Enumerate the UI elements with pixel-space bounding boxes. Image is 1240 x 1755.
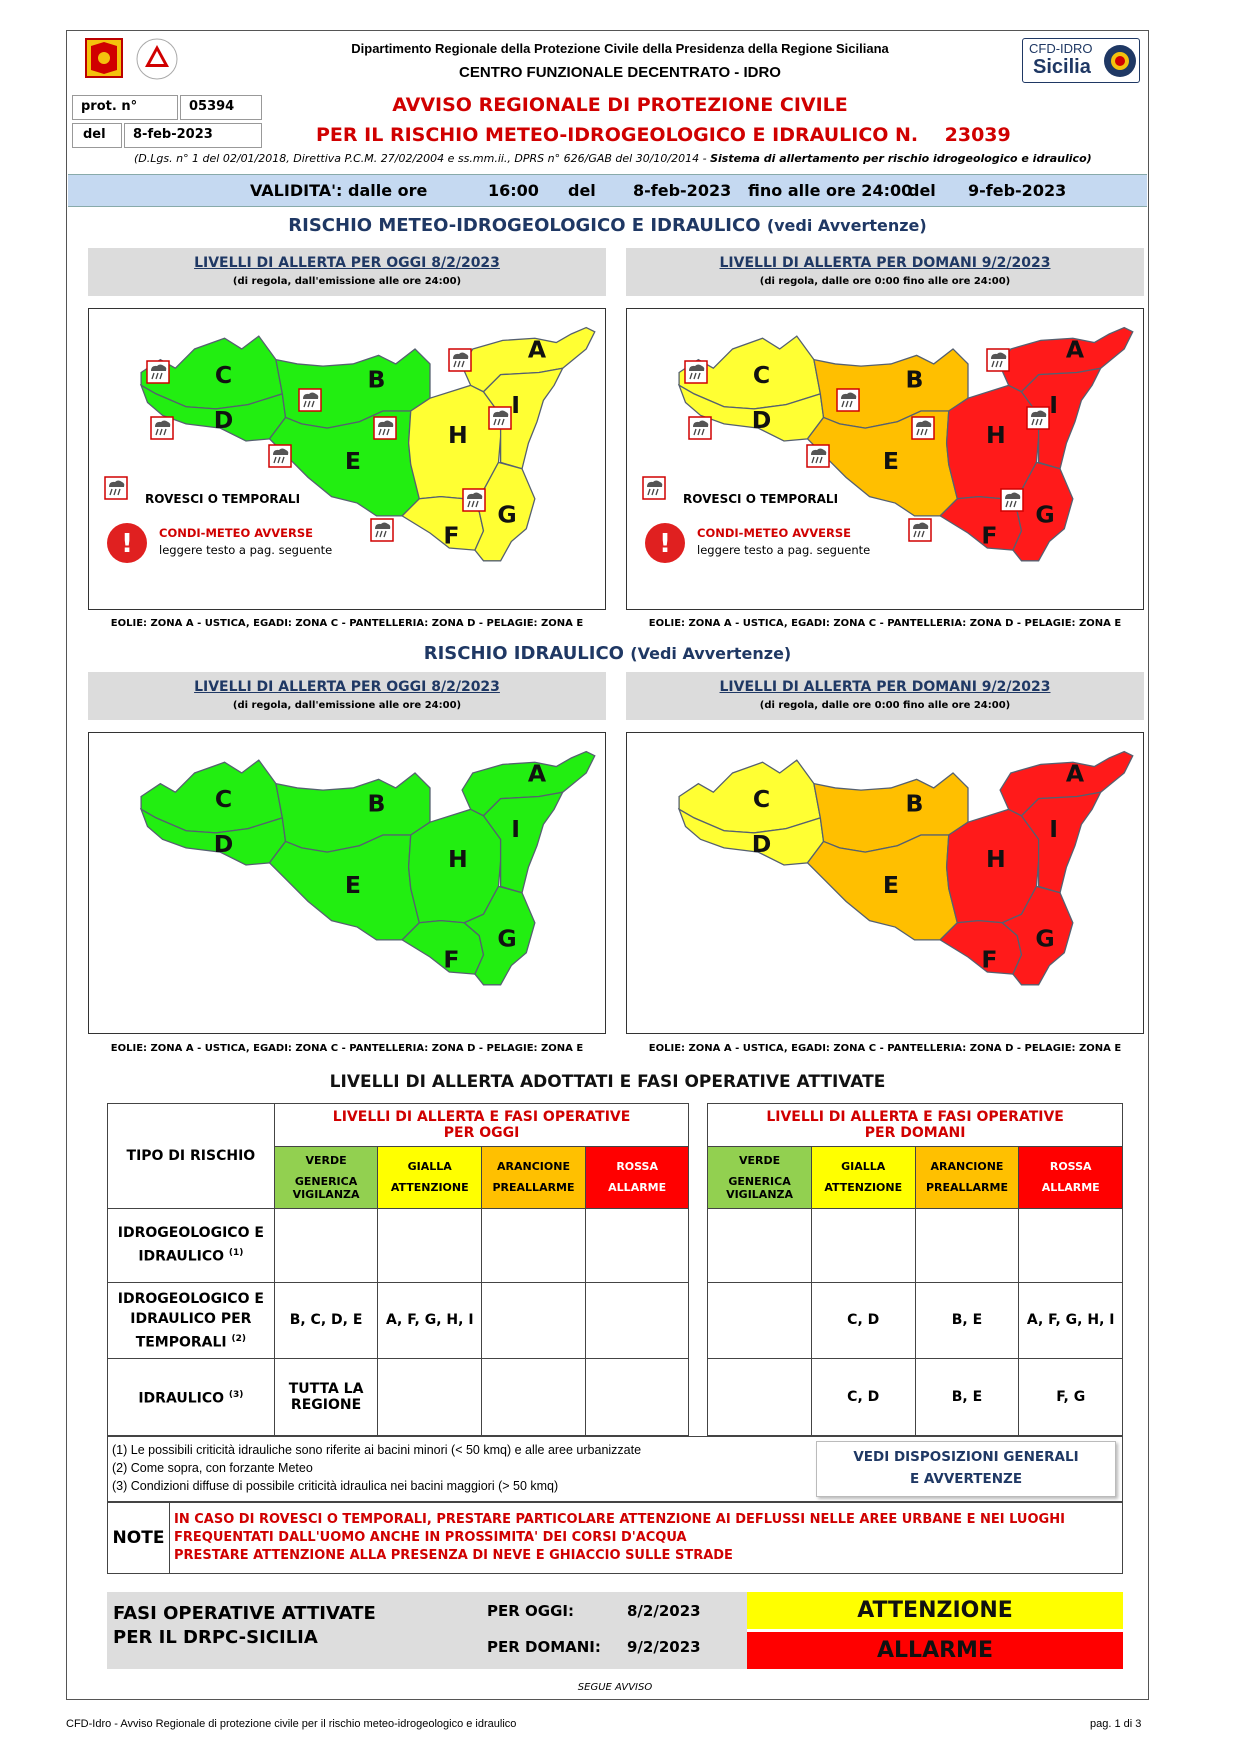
zone-label-i: I	[1049, 815, 1058, 844]
zone-label-g: G	[497, 500, 517, 529]
storm-icon	[1027, 407, 1049, 429]
storm-icon	[147, 361, 169, 383]
del-label: del	[83, 127, 106, 142]
islands-note: EOLIE: ZONA A - USTICA, EGADI: ZONA C - PANTELLERIA: ZONA D - PELAGIE: ZONA E	[110, 1043, 584, 1054]
legend-rovesci: ROVESCI O TEMPORALI	[683, 492, 839, 506]
fasi-domani-date: 9/2/2023	[627, 1638, 701, 1656]
domani-cell	[708, 1282, 812, 1358]
idro-domani-map	[626, 732, 1144, 1034]
oggi-cell	[585, 1208, 689, 1282]
legend-condi: CONDI-METEO AVVERSE	[159, 526, 313, 540]
storm-icon	[987, 349, 1009, 371]
zone-label-f: F	[443, 945, 460, 974]
footnotes-box	[107, 1436, 1123, 1502]
islands-note: EOLIE: ZONA A - USTICA, EGADI: ZONA C - PANTELLERIA: ZONA D - PELAGIE: ZONA E	[110, 618, 584, 629]
legend-rovesci: ROVESCI O TEMPORALI	[145, 492, 301, 506]
domani-cell	[708, 1208, 812, 1282]
zone-label-f: F	[443, 521, 460, 550]
oggi-level-col: GIALLA ATTENZIONE	[378, 1147, 482, 1209]
islands-note: EOLIE: ZONA A - USTICA, EGADI: ZONA C - PANTELLERIA: ZONA D - PELAGIE: ZONA E	[648, 618, 1122, 629]
storm-icon	[374, 417, 396, 439]
levels-table	[107, 1103, 1123, 1436]
oggi-cell	[482, 1358, 586, 1435]
legend-leggere: leggere testo a pag. seguente	[159, 543, 333, 557]
zone-label-i: I	[511, 391, 520, 420]
storm-icon	[299, 389, 321, 411]
risk-type-label: IDRAULICO $^{(3)}$	[108, 1358, 275, 1435]
meteo-oggi-map	[88, 308, 606, 610]
fasi-box	[107, 1592, 747, 1669]
fasi-domani-label: PER DOMANI:	[487, 1638, 601, 1656]
zone-label-i: I	[511, 815, 520, 844]
domani-cell: F, G	[1019, 1358, 1123, 1435]
storm-icon	[371, 519, 393, 541]
dept-title: Dipartimento Regionale della Protezione Civile della Presidenza della Regione Siciliana	[351, 41, 889, 56]
zone-label-h: H	[985, 845, 1006, 874]
zone-label-e: E	[882, 446, 899, 475]
idro-oggi-header: LIVELLI DI ALLERTA PER OGGI 8/2/2023 (di regola, dall'emissione alle ore 24:00)	[88, 672, 606, 720]
note-line-3: PRESTARE ATTENZIONE ALLA PRESENZA DI NEVE E GHIACCIO SULLE STRADE	[174, 1548, 733, 1563]
oggi-cell	[378, 1208, 482, 1282]
zone-label-g: G	[497, 924, 517, 953]
storm-icon	[685, 361, 707, 383]
prot-label: prot. n°	[81, 99, 138, 114]
zone-label-h: H	[447, 421, 468, 450]
fasi-oggi-label: PER OGGI:	[487, 1602, 574, 1620]
storm-icon	[489, 407, 511, 429]
domani-cell	[811, 1208, 915, 1282]
domani-cell: A, F, G, H, I	[1019, 1282, 1123, 1358]
oggi-cell: B, C, D, E	[274, 1282, 378, 1358]
storm-icon	[909, 519, 931, 541]
domani-level-col: GIALLA ATTENZIONE	[811, 1147, 915, 1209]
note-line-2: FREQUENTATI DALL'UOMO ANCHE IN PROSSIMITA' DEI CORSI D'ACQUA	[174, 1530, 687, 1545]
segue-avviso: SEGUE AVVISO	[577, 1682, 653, 1693]
oggi-levels-header: LIVELLI DI ALLERTA E FASI OPERATIVE PER OGGI	[274, 1104, 689, 1147]
zone-label-a: A	[527, 335, 547, 364]
meteo-domani-map	[626, 308, 1144, 610]
oggi-cell: TUTTA LA REGIONE	[274, 1358, 378, 1435]
footnote-2: (2) Come sopra, con forzante Meteo	[112, 1461, 313, 1475]
zone-label-e: E	[344, 446, 361, 475]
cfd-idro-logo: CFD-IDRO Sicilia	[1022, 38, 1140, 83]
domani-cell	[1019, 1208, 1123, 1282]
zone-label-c: C	[752, 785, 771, 814]
domani-cell	[915, 1208, 1019, 1282]
zone-label-g: G	[1035, 924, 1055, 953]
zone-label-d: D	[751, 406, 772, 435]
domani-cell: B, E	[915, 1358, 1019, 1435]
storm-icon	[269, 445, 291, 467]
domani-level-col: ARANCIONE PREALLARME	[915, 1147, 1019, 1209]
zone-label-g: G	[1035, 500, 1055, 529]
zone-label-b: B	[367, 789, 386, 818]
zone-label-c: C	[214, 361, 233, 390]
zone-label-a: A	[1065, 759, 1085, 788]
risk-type-label: IDROGEOLOGICO E IDRAULICO $^{(1)}$	[108, 1208, 275, 1282]
zone-label-b: B	[905, 789, 924, 818]
note-line-1: IN CASO DI ROVESCI O TEMPORALI, PRESTARE PARTICOLARE ATTENZIONE AI DEFLUSSI NELLE AREE URBANE E NEI LUOGHI	[174, 1512, 1065, 1527]
zone-label-d: D	[213, 406, 234, 435]
storm-icon	[463, 489, 485, 511]
fasi-oggi-date: 8/2/2023	[627, 1602, 701, 1620]
validita-bar: VALIDITA': dalle ore 16:00 del 8-feb-2023 fino alle ore 24:00 del 9-feb-2023	[68, 174, 1147, 207]
fasi-label-2: PER IL DRPC-SICILIA	[113, 1627, 318, 1648]
oggi-cell	[585, 1358, 689, 1435]
zone-label-c: C	[752, 361, 771, 390]
levels-title: LIVELLI DI ALLERTA ADOTTATI E FASI OPERATIVE ATTIVATE	[329, 1072, 886, 1092]
domani-cell: C, D	[811, 1358, 915, 1435]
zone-label-b: B	[905, 365, 924, 394]
storm-icon	[105, 477, 127, 499]
footnote-1: (1) Le possibili criticità idrauliche sono riferite ai bacini minori (< 50 kmq) e alle aree urbanizzate	[112, 1443, 642, 1457]
storm-icon	[837, 389, 859, 411]
note-label: NOTE	[108, 1503, 170, 1573]
zone-label-d: D	[213, 830, 234, 859]
warning-icon	[645, 523, 685, 563]
storm-icon	[1001, 489, 1023, 511]
footer-page: pag. 1 di 3	[1090, 1718, 1142, 1730]
storm-icon	[643, 477, 665, 499]
fasi-domani-value: ALLARME	[747, 1632, 1123, 1669]
oggi-level-col: VERDE GENERICA VIGILANZA	[274, 1147, 378, 1209]
oggi-cell	[482, 1282, 586, 1358]
risk-type-label: IDROGEOLOGICO E IDRAULICO PER TEMPORALI $^{(2)}$	[108, 1282, 275, 1358]
zone-label-b: B	[367, 365, 386, 394]
zone-label-f: F	[981, 945, 998, 974]
svg-text:!: !	[121, 529, 133, 559]
idro-domani-header: LIVELLI DI ALLERTA PER DOMANI 9/2/2023 (di regola, dalle ore 0:00 fino alle ore 24:00)	[626, 672, 1144, 720]
legend-condi: CONDI-METEO AVVERSE	[697, 526, 851, 540]
zone-label-e: E	[344, 870, 361, 899]
centro-title: CENTRO FUNZIONALE DECENTRATO - IDRO	[459, 64, 781, 81]
meteo-domani-header: LIVELLI DI ALLERTA PER DOMANI 9/2/2023 (di regola, dalle ore 0:00 fino alle ore 24:00)	[626, 248, 1144, 296]
note-box	[107, 1502, 1123, 1574]
storm-icon	[449, 349, 471, 371]
zone-label-h: H	[985, 421, 1006, 450]
idro-oggi-map	[88, 732, 606, 1034]
del-date: 8-feb-2023	[133, 127, 213, 142]
tipo-rischio-header: TIPO DI RISCHIO	[108, 1104, 275, 1209]
oggi-cell: A, F, G, H, I	[378, 1282, 482, 1358]
regione-sicilia-logo	[85, 38, 123, 78]
fasi-label-1: FASI OPERATIVE ATTIVATE	[113, 1603, 376, 1624]
footer-left: CFD-Idro - Avviso Regionale di protezione civile per il rischio meteo-idrogeologico e idraulico	[66, 1718, 517, 1730]
domani-level-col: ROSSA ALLARME	[1019, 1147, 1123, 1209]
oggi-cell	[482, 1208, 586, 1282]
zone-label-c: C	[214, 785, 233, 814]
islands-note: EOLIE: ZONA A - USTICA, EGADI: ZONA C - PANTELLERIA: ZONA D - PELAGIE: ZONA E	[648, 1043, 1122, 1054]
domani-cell	[708, 1358, 812, 1435]
legend-leggere: leggere testo a pag. seguente	[697, 543, 871, 557]
zone-label-e: E	[882, 870, 899, 899]
oggi-level-col: ROSSA ALLARME	[585, 1147, 689, 1209]
avviso-title-1: AVVISO REGIONALE DI PROTEZIONE CIVILE	[392, 94, 848, 116]
avviso-title-2: PER IL RISCHIO METEO-IDROGEOLOGICO E IDRAULICO N. 23039	[316, 124, 1011, 146]
storm-icon	[689, 417, 711, 439]
meteo-oggi-header: LIVELLI DI ALLERTA PER OGGI 8/2/2023 (di regola, dall'emissione alle ore 24:00)	[88, 248, 606, 296]
zone-label-d: D	[751, 830, 772, 859]
svg-text:!: !	[659, 529, 671, 559]
footnote-3: (3) Condizioni diffuse di possibile criticità idraulica nei bacini maggiori (> 50 kmq)	[112, 1479, 559, 1493]
oggi-cell	[378, 1358, 482, 1435]
domani-cell: B, E	[915, 1282, 1019, 1358]
zone-label-a: A	[1065, 335, 1085, 364]
storm-icon	[151, 417, 173, 439]
oggi-level-col: ARANCIONE PREALLARME	[482, 1147, 586, 1209]
zone-label-a: A	[527, 759, 547, 788]
domani-level-col: VERDE GENERICA VIGILANZA	[708, 1147, 812, 1209]
domani-cell: C, D	[811, 1282, 915, 1358]
warning-icon	[107, 523, 147, 563]
storm-icon	[912, 417, 934, 439]
zone-label-f: F	[981, 521, 998, 550]
oggi-cell	[274, 1208, 378, 1282]
zone-label-i: I	[1049, 391, 1058, 420]
prot-number: 05394	[189, 99, 235, 114]
fasi-oggi-value: ATTENZIONE	[747, 1592, 1123, 1629]
domani-levels-header: LIVELLI DI ALLERTA E FASI OPERATIVE PER DOMANI	[708, 1104, 1123, 1147]
storm-icon	[807, 445, 829, 467]
protezione-civile-logo	[134, 37, 180, 81]
legal-refs: (D.Lgs. n° 1 del 02/01/2018, Direttiva P.C.M. 27/02/2004 e ss.mm.ii., DPRS n° 626/GAB del 30/10/2014 - Sistema di allertamento per rischio idrogeologico e idraulico)	[134, 152, 1092, 165]
avviso-number: 23039	[944, 124, 1011, 146]
zone-label-h: H	[447, 845, 468, 874]
oggi-cell	[585, 1282, 689, 1358]
section2-title: RISCHIO IDRAULICO (Vedi Avvertenze)	[423, 643, 792, 664]
section1-title: RISCHIO METEO-IDROGEOLOGICO E IDRAULICO (vedi Avvertenze)	[288, 215, 927, 236]
vedi-avvertenze-button[interactable]: VEDI DISPOSIZIONI GENERALI E AVVERTENZE	[816, 1441, 1116, 1497]
